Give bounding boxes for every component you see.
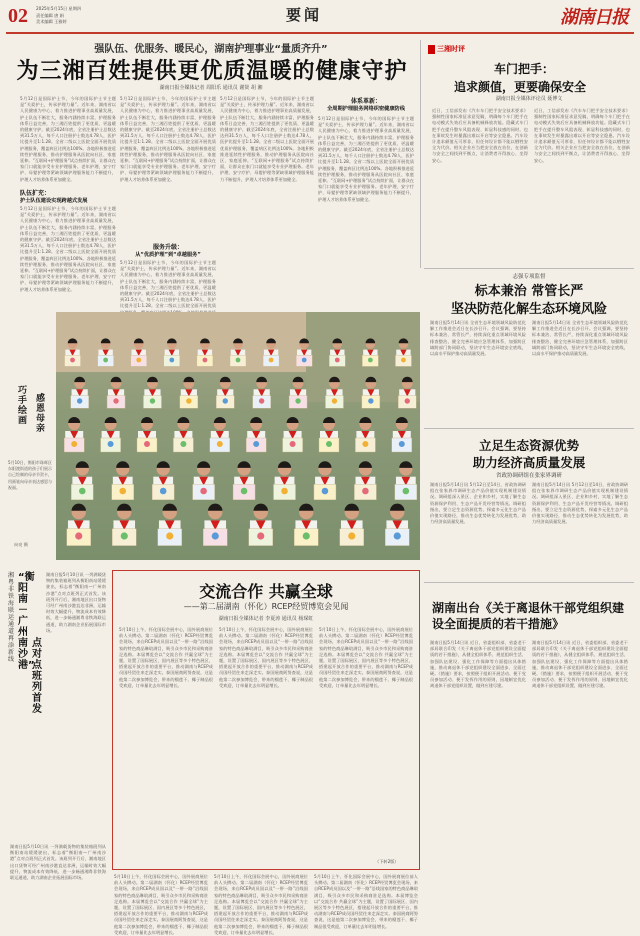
drawing-doodle [180, 441, 186, 447]
child-hair [318, 461, 331, 468]
child-hair [250, 417, 262, 423]
kids-photo-graphic [56, 312, 420, 560]
drawing-doodle [77, 398, 82, 403]
child-hair [141, 417, 153, 423]
resources-body-col1: 湖南日报5月14日讯 5月12日至14日，省政协调研组在张家界市调研生态产品价值实现机制建设情况。调研组深入景区、企业和乡村，实地了解生态资源保护利用、生态产品开发经营等情况。调研组指出，要立足生态资源优势，探索多元化生态产品价值实现路径，推动生态优势转化为发展优势，助力经济高质量发展。 [430, 482, 526, 525]
drawing-doodle [259, 398, 264, 403]
nursing-body-col1: 5月12日是国际护士节，今年的国际护士节主题是“关爱护士，传承护理力量”。近年来，湖南省以人民健康为中心，着力推进护理事业高质量发展，护士队伍不断壮大，服务内涵持续丰富，护理服务体系日益完善，为三湘百姓提供了更优质、更温暖的健康守护。截至2024年底，全省注册护士总数达到31.5万人，每千人口注册护士数达4.78人，医护比提升至1:1.28。全省二级以上医院全面开展优质护理服务，覆盖病区比例达100%。各地积极推进延续性护理服务，推动护理服务从医院向社区、家庭延伸。“互联网+护理服务”试点持续扩面，让群众在家门口就能享受专业护理服务。老年护理、安宁疗护、母婴护理等紧缺领域护理服务能力不断提升，护理人才培养体系更加健全。 [20, 96, 116, 182]
drawing-doodle [119, 488, 126, 495]
drawing-doodle [241, 488, 248, 495]
nursing-sub2-label: 服务升级： [152, 244, 183, 251]
child-hair [399, 461, 412, 468]
photo-caption: 5月10日，衡阳市珠晖区东阳渡街道的孩子们展示自己绘制的母亲节贺卡，用画笔向母亲表达感恩与祝福。 [8, 460, 52, 490]
nursing-sub1 [20, 188, 116, 204]
nursing-sub3 [318, 96, 414, 112]
railway-headline-a: “衡阳南－广州南沙港” [18, 572, 35, 671]
column-title-line1: 车门把手： [494, 62, 555, 76]
drawing-doodle [326, 441, 332, 447]
child-hair [345, 504, 359, 511]
drawing-doodle [303, 532, 310, 539]
nursing-kicker: 强队伍、优服务、暖民心，湖南护理事业“量质齐升” [94, 44, 328, 55]
child-hair [278, 461, 291, 468]
photo-title-a: 巧手绘画 [18, 386, 28, 426]
expo-byline: 湖南日报全媒体记者 李夏涛 通讯员 杨琛虹 [218, 616, 314, 622]
masthead-date: 2025年5月15日 星期四 [36, 6, 82, 11]
nursing-sub3-text: 全周期护理服务网络织密健康防线 [327, 106, 405, 112]
child-hair [214, 417, 226, 423]
nursing-body-col2b: 5月12日是国际护士节，今年的国际护士节主题是“关爱护士，传承护理力量”。近年来，湖南省以人民健康为中心，着力推进护理事业高质量发展，护士队伍不断壮大，服务内涵持续丰富，护理服务体系日益完善，为三湘百姓提供了更优质、更温暖的健康守护。截至2024年底，全省注册护士总数达到31.5万人，每千人口注册护士数达4.78人，医护比提升至1:1.28。全省二级以上医院全面开展优质 [120, 260, 216, 309]
child-hair [299, 504, 313, 511]
child-hair [183, 377, 194, 382]
column-tag [428, 44, 465, 54]
section-title: 要闻 [286, 6, 323, 24]
drawing-doodle [113, 398, 118, 403]
child-hair [74, 377, 85, 382]
drawing-doodle [368, 398, 373, 403]
drawing-doodle [103, 358, 108, 363]
paper-logo: 湖南日报 [560, 7, 628, 28]
hr-right-3 [424, 582, 634, 583]
child-hair [117, 504, 131, 511]
masthead [0, 0, 640, 37]
vertical-divider [420, 40, 421, 268]
child-hair [111, 377, 122, 382]
child-hair [105, 417, 117, 423]
nursing-body-col2: 5月12日是国际护士节，今年的国际护士节主题是“关爱护士，传承护理力量”。近年来，湖南省以人民健康为中心，着力推进护理事业高质量发展，护士队伍不断壮大，服务内涵持续丰富，护理服务体系日益完善，为三湘百姓提供了更优质、更温暖的健康守护。截至2024年底，全省注册护士总数达到31.5万人，每千人口注册护士数达4.78人，医护比提升至1:1.28。全省二级以上医院全面开展优质护理服务，覆盖病区比例达100%。各地积极推进延续性护理服务，推动护理服务从医院向社区、家庭延伸。“互联网+护理服务”试点持续扩面，让群众在家门口就能享受专业护理服务。老年护理、安宁疗护、母婴护理等紧缺领域护理服务能力不断提升，护理人才培养体系更加健全。 [120, 96, 216, 182]
railway-body-top: 湖南日报5月10日讯 一列满载货物的集装箱班列从衡阳南站缓缓驶出，标志着“衡阳南—广州南沙港”点对点班列正式首发。该班列开行后，湘南地区出口货物可经广州南沙港直达非洲，运输时效大幅提升，物流成本有效降低，进一步畅通湘粤非铁海联运通道，助力湖南企业拓展国际市场。 [46, 572, 106, 633]
drawing-doodle [236, 358, 241, 363]
commentary-column [424, 38, 634, 266]
drawing-doodle [394, 532, 401, 539]
drawing-doodle [302, 358, 307, 363]
kids-photo [56, 312, 420, 560]
hr-right-2 [424, 428, 634, 429]
column-title-line2: 追求颜值，更要确保安全 [454, 80, 587, 94]
drawing-doodle [368, 358, 373, 363]
resources-kicker: 省政协调研组在张家界调研 [495, 473, 562, 479]
child-hair [390, 504, 404, 511]
nursing-sub2 [120, 242, 216, 258]
drawing-doodle [403, 488, 410, 495]
bottom-strip-col3: 5月10日上午，怀化国际会展中心，国外展商展位前人头攒动。第二届湖南（怀化）RCEP经贸博览会现场，来自RCEP成员国以及“一带一路”沿线国家的特色商品琳琅满目，吸引众多市民和采购商驻足选购。本届博览会以“交流合作 共赢全球”为主题，设置了国际展区、国内展区等多个特色展区，搭建起开放合作的重要平台，推动湖南与RCEP成员国经贸往来走深走实。泰国展商阿努查说，这是他第二次参加博览会，带来的榴莲干、椰子制品很受欢迎，订单量比去年明显增长。 [314, 874, 418, 929]
child-hair [237, 461, 250, 468]
expo-subhead: ——第二届湖南（怀化）RCEP经贸博览会见闻 [183, 602, 349, 611]
ecology-body-col1: 湖南日报5月14日讯 全省生态环境领域风险防范化解工作推进会近日在长沙召开。会议强调，要坚持标本兼治、常管长严，持续深化重点领域环境风险排查整治，健全完善环境应急管理体系，加强跨区域跨部门协同联动，坚决守牢生态环境安全底线，以高水平保护推动高质量发展。 [430, 320, 526, 357]
expo-body-col2: 5月10日上午，怀化国际会展中心，国外展商展位前人头攒动。第二届湖南（怀化）RCEP经贸博览会现场，来自RCEP成员国以及“一带一路”沿线国家的特色商品琳琅满目，吸引众多市民和采购商驻足选购。本届博览会以“交流合作 共赢全球”为主题，设置了国际展区、国内展区等多个特色展区，搭建起开放合作的重要平台，推动湖南与RCEP成员国经贸往来走深走实。泰国展商阿努查说，这是他第二次参加博览会，带来的榴莲干、椰子制品很受欢迎，订单量比去年明显增长。 [219, 627, 313, 688]
ecology-headline1: 标本兼治 常管长严 [474, 284, 584, 299]
drawing-doodle [399, 441, 405, 447]
drawing-doodle [136, 358, 141, 363]
drawing-doodle [150, 398, 155, 403]
ecology-article [424, 272, 634, 427]
nursing-body-col4: 5月12日是国际护士节，今年的国际护士节主题是“关爱护士，传承护理力量”。近年来，湖南省以人民健康为中心，着力推进护理事业高质量发展，护士队伍不断壮大，服务内涵持续丰富，护理服务体系日益完善，为三湘百姓提供了更优质、更温暖的健康守护。截至2024年底，全省注册护士总数达到31.5万人，每千人口注册护士数达4.78人，医护比提升至1:1.28。全省二级以上医院全面开展优质护理服务，覆盖病区比例达100%。各地积极推进延续性护理服务，推动护理服务从医院向社区、家庭延伸。“互联网+护理服务”试点持续扩面，让群众在家门口就能享受专业护理服务。老年护理、安宁疗护、母婴护理等紧缺领域护理服务能力不断提升，护理人才培养体系更加健全。 [318, 116, 414, 202]
drawing-doodle [253, 441, 259, 447]
child-hair [177, 417, 189, 423]
child-hair [163, 504, 177, 511]
drawing-doodle [362, 441, 368, 447]
nursing-body-col1b: 5月12日是国际护士节，今年的国际护士节主题是“关爱护士，传承护理力量”。近年来，湖南省以人民健康为中心，着力推进护理事业高质量发展，护士队伍不断壮大，服务内涵持续丰富，护理服务体系日益完善，为三湘百姓提供了更优质、更温暖的健康守护。截至2024年底，全省注册护士总数达到31.5万人，每千人口注册护士数达4.78人，医护比提升至1:1.28。全省二级以上医院全面开展优质护理服务，覆盖病区比例达100%。各地积极推进延续性护理服务，推动护理服务从医院向社区、家庭延伸。“互联网+护理服务”试点持续扩面，让群众在家门口就能享受专业护理服务。老年护理、安宁疗护、母婴护理等紧缺领域护理服务能力不断提升，护理人才培养体系更加健全。 [20, 206, 116, 292]
retiree-body-col1: 湖南日报5月14日讯 近日，省委组织部、省委老干部局联合印发《关于离退休干部党组织建设全面提质的若干措施》，从健全组织体系、规范组织生活、加强队伍建设、强化工作保障等方面提出具体措施，推动离退休干部党组织建设全面进步、全面过硬。《措施》要求，按照便于组织开展活动、便于党员参加活动、便于发挥作用的原则，因地制宜优化离退休干部党组织设置，做到应建尽建。 [430, 640, 526, 689]
drawing-doodle [121, 532, 128, 539]
child-hair [208, 504, 222, 511]
drawing-doodle [200, 488, 207, 495]
child-hair [76, 461, 89, 468]
drawing-doodle [332, 398, 337, 403]
nursing-body-col3: 5月12日是国际护士节，今年的国际护士节主题是“关爱护士，传承护理力量”。近年来，湖南省以人民健康为中心，着力推进护理事业高质量发展，护士队伍不断壮大，服务内涵持续丰富，护理服务体系日益完善，为三湘百姓提供了更优质、更温暖的健康守护。截至2024年底，全省注册护士总数达到31.5万人，每千人口注册护士数达4.78人，医护比提升至1:1.28。全省二级以上医院全面开展优质护理服务，覆盖病区比例达100%。各地积极推进延续性护理服务，推动护理服务从医院向社区、家庭延伸。“互联网+护理服务”试点持续扩面，让群众在家门口就能享受专业护理服务。老年护理、安宁疗护、母婴护理等紧缺领域护理服务能力不断提升，护理人才培养体系更加健全。 [220, 96, 314, 182]
photo-credit: 向亮 摄 [14, 542, 28, 547]
retiree-body-col2: 湖南日报5月14日讯 近日，省委组织部、省委老干部局联合印发《关于离退休干部党组织建设全面提质的若干措施》，从健全组织体系、规范组织生活、加强队伍建设、强化工作保障等方面提出具体措施，推动离退休干部党组织建设全面进步、全面过硬。《措施》要求，按照便于组织开展活动、便于党员参加活动、便于发挥作用的原则，因地制宜优化离退休干部党组织设置，做到应建尽建。 [532, 640, 628, 689]
bottom-strip-col2: 5月10日上午，怀化国际会展中心，国外展商展位前人头攒动。第二届湖南（怀化）RCEP经贸博览会现场，来自RCEP成员国以及“一带一路”沿线国家的特色商品琳琅满目，吸引众多市民和采购商驻足选购。本届博览会以“交流合作 共赢全球”为主题，设置了国际展区、国内展区等多个特色展区，搭建起开放合作的重要平台，推动湖南与RCEP成员国经贸往来走深走实。泰国展商阿努查说，这是他第二次参加博览会，带来的榴莲干、椰子制品很受欢迎，订单量比去年明显增长。 [214, 874, 308, 935]
child-hair [359, 417, 371, 423]
drawing-doodle [186, 398, 191, 403]
photo-side-title [8, 386, 54, 446]
child-hair [147, 377, 158, 382]
page-number: 02 [8, 5, 28, 27]
child-hair [359, 461, 372, 468]
child-hair [220, 377, 231, 382]
drawing-doodle [108, 441, 114, 447]
retiree-article [424, 586, 634, 898]
expo-body-col3: 5月10日上午，怀化国际会展中心，国外展商展位前人头攒动。第二届湖南（怀化）RCEP经贸博览会现场，来自RCEP成员国以及“一带一路”沿线国家的特色商品琳琅满目，吸引众多市民和采购商驻足选购。本届博览会以“交流合作 共赢全球”为主题，设置了国际展区、国内展区等多个特色展区，搭建起开放合作的重要平台，推动湖南与RCEP成员国经贸往来走深走实。泰国展商阿努查说，这是他第二次参加博览会，带来的榴莲干、椰子制品很受欢迎，订单量比去年明显增长。 [319, 627, 413, 688]
column-tag-icon [428, 45, 435, 54]
drawing-doodle [290, 441, 296, 447]
drawing-doodle [322, 488, 329, 495]
drawing-doodle [269, 358, 274, 363]
railway-article [6, 566, 108, 898]
child-hair [197, 461, 210, 468]
railway-body-bottom: 湖南日报5月10日讯 一列满载货物的集装箱班列从衡阳南站缓缓驶出，标志着“衡阳南—广州南沙港”点对点班列正式首发。该班列开行后，湘南地区出口货物可经广州南沙港直达非洲，运输时效大幅提升，物流成本有效降低，进一步畅通湘粤非铁海联运通道，助力湖南企业拓展国际市场。 [10, 844, 106, 881]
nursing-sub1-label: 队伍扩充： [20, 190, 51, 197]
child-hair [256, 377, 267, 382]
child-hair [157, 461, 170, 468]
bottom-strip-col1: 5月10日上午，怀化国际会展中心，国外展商展位前人头攒动。第二届湖南（怀化）RCEP经贸博览会现场，来自RCEP成员国以及“一带一路”沿线国家的特色商品琳琅满目，吸引众多市民和采购商驻足选购。本届博览会以“交流合作 共赢全球”为主题，设置了国际展区、国内展区等多个特色展区，搭建起开放合作的重要平台，推动湖南与RCEP成员国经贸往来走深走实。泰国展商阿努查说，这是他第二次参加博览会，带来的榴莲干、椰子制品很受欢迎，订单量比去年明显增长。 [114, 874, 208, 935]
photo-title-b: 感恩母亲 [36, 394, 46, 434]
drawing-doodle [71, 441, 77, 447]
drawing-doodle [79, 488, 86, 495]
column-tag-text: 三湘时评 [437, 45, 465, 53]
masthead-designer: 美术编辑 王雅婷 [36, 19, 67, 24]
drawing-doodle [217, 441, 223, 447]
column-body-col1: 近日，工信部发布《汽车车门把手安全技术要求》强制性国家标准征求意见稿，明确每个车门把手在电动模式失效后应具备机械释放功能。隐藏式车门把手在提升整车风阻表现、彰显科技感的同时，也在事故发生时暴露出难以开启等安全隐患。汽车设计追求颜值无可厚非，但任何设计都不能以牺牲安全为代价。相关企业应当把安全放在首位，在创新与安全之间找到平衡点，让消费者开得放心、坐得安心。 [432, 108, 528, 163]
drawing-doodle [166, 532, 173, 539]
drawing-doodle [405, 398, 410, 403]
column-byline: 湖南日报全媒体评论员 聂博文 [495, 96, 563, 102]
ecology-body-col2: 湖南日报5月14日讯 全省生态环境领域风险防范化解工作推进会近日在长沙召开。会议强调，要坚持标本兼治、常管长严，持续深化重点领域环境风险排查整治，健全完善环境应急管理体系，加强跨区域跨部门协同联动，坚决守牢生态环境安全底线，以高水平保护推动高质量发展。 [532, 320, 628, 357]
drawing-doodle [335, 358, 340, 363]
child-hair [323, 417, 335, 423]
nursing-sub1-text: 护士队伍建设实现跨越式发展 [20, 198, 88, 204]
drawing-doodle [144, 441, 150, 447]
drawing-doodle [295, 398, 300, 403]
drawing-doodle [281, 488, 288, 495]
child-hair [254, 504, 268, 511]
child-hair [68, 417, 80, 423]
ecology-kicker: 志强专项监督 [512, 274, 546, 280]
drawing-doodle [75, 532, 82, 539]
nursing-sub2-text: 从“优质护理”到“卓越服务” [135, 252, 201, 258]
resources-headline2: 助力经济高质量发展 [472, 455, 586, 470]
expo-article [112, 570, 420, 870]
drawing-doodle [362, 488, 369, 495]
drawing-doodle [169, 358, 174, 363]
child-hair [287, 417, 299, 423]
drawing-doodle [160, 488, 167, 495]
expo-body-col1: 5月10日上午，怀化国际会展中心，国外展商展位前人头攒动。第二届湖南（怀化）RCEP经贸博览会现场，来自RCEP成员国以及“一带一路”沿线国家的特色商品琳琅满目，吸引众多市民和采购商驻足选购。本届博览会以“交流合作 共赢全球”为主题，设置了国际展区、国内展区等多个特色展区，搭建起开放合作的重要平台，推动湖南与RCEP成员国经贸往来走深走实。泰国展商阿努查说，这是他第二次参加博览会，带来的榴莲干、椰子制品很受欢迎，订单量比去年明显增长。 [119, 627, 213, 688]
resources-body-col2: 湖南日报5月14日讯 5月12日至14日，省政协调研组在张家界市调研生态产品价值实现机制建设情况。调研组深入景区、企业和乡村，实地了解生态资源保护利用、生态产品开发经营等情况。调研组指出，要立足生态资源优势，探索多元化生态产品价值实现路径，推动生态优势转化为发展优势，助力经济高质量发展。 [532, 482, 628, 525]
resources-article [424, 432, 634, 580]
drawing-doodle [401, 358, 406, 363]
child-hair [116, 461, 129, 468]
drawing-doodle [257, 532, 264, 539]
drawing-doodle [223, 398, 228, 403]
ecology-headline2: 坚决防范化解生态环境风险 [450, 302, 607, 317]
column-body-col2: 近日，工信部发布《汽车车门把手安全技术要求》强制性国家标准征求意见稿，明确每个车门把手在电动模式失效后应具备机械释放功能。隐藏式车门把手在提升整车风阻表现、彰显科技感的同时，也在事故发生时暴露出难以开启等安全隐患。汽车设计追求颜值无可厚非，但任何设计都不能以牺牲安全为代价。相关企业应当把安全放在首位，在创新与安全之间找到平衡点，让消费者开得放心、坐得安心。 [534, 108, 630, 163]
railway-headline-b: 点对点班列首发 [32, 638, 42, 715]
masthead-editor: 责任编辑 唐 娟 [36, 13, 64, 18]
hr-right-1 [424, 268, 634, 269]
masthead-rule [6, 32, 634, 34]
expo-continue: （下转2版） [375, 859, 399, 864]
expo-headline: 交流合作 共赢全球 [199, 582, 333, 601]
drawing-doodle [70, 358, 75, 363]
child-hair [72, 504, 86, 511]
railway-side-title: 湘粤非铁海联运通道再添新线 [8, 572, 15, 663]
nursing-byline: 湖南日报全媒体记者 周阳乐 通讯员 谢贤 胡 湘 [159, 85, 263, 91]
drawing-doodle [348, 532, 355, 539]
nursing-sub3-label: 体系革新： [350, 98, 381, 105]
child-hair [396, 417, 408, 423]
drawing-doodle [203, 358, 208, 363]
retiree-headline: 湖南出台《关于离退休干部党组织建设全面提质的若干措施》 [432, 601, 625, 631]
nursing-headline: 为三湘百姓提供更优质温暖的健康守护 [16, 59, 408, 84]
resources-headline1: 立足生态资源优势 [478, 438, 579, 453]
child-hair [293, 377, 304, 382]
nursing-article [6, 36, 418, 348]
drawing-doodle [212, 532, 219, 539]
